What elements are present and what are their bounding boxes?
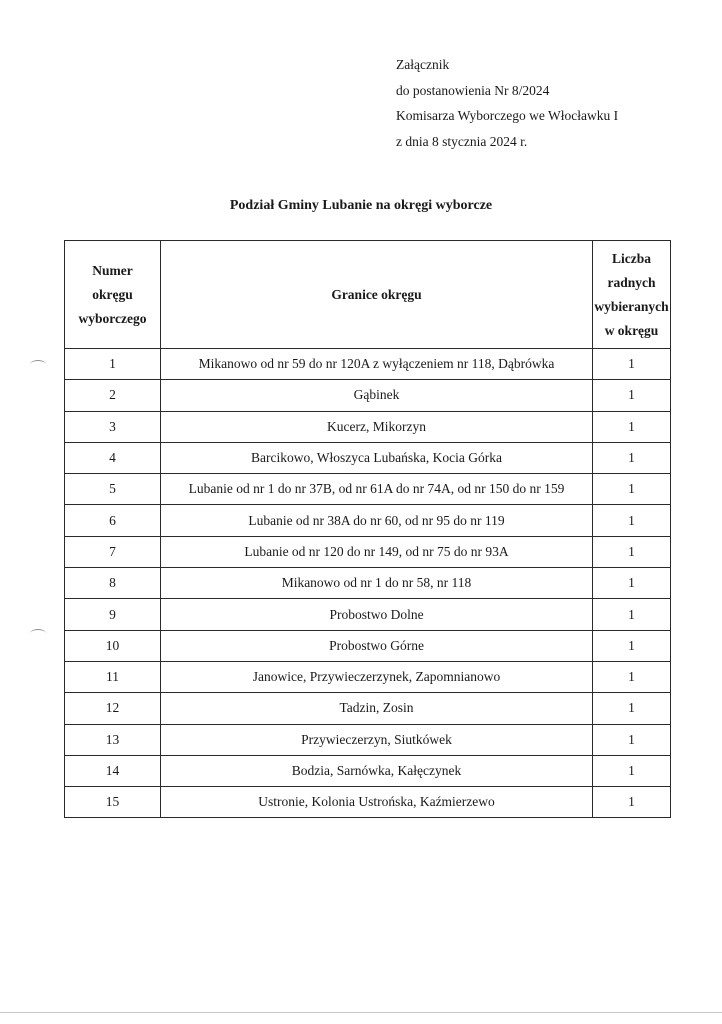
- district-boundaries: Lubanie od nr 120 do nr 149, od nr 75 do nr 93A: [161, 536, 593, 567]
- annex-line: do postanowienia Nr 8/2024: [396, 82, 550, 98]
- table-row: [65, 536, 671, 567]
- table-row: [65, 568, 671, 599]
- district-number: 1: [65, 349, 161, 380]
- district-number: 9: [65, 599, 161, 630]
- district-boundaries: Lubanie od nr 1 do nr 37B, od nr 61A do nr 74A, od nr 150 do nr 159: [161, 474, 593, 505]
- table-row: [65, 724, 671, 755]
- councillors-count: 1: [593, 568, 671, 599]
- councillors-count: 1: [593, 661, 671, 692]
- scan-edge-line: [0, 1012, 722, 1013]
- district-number: 2: [65, 380, 161, 411]
- councillors-count: 1: [593, 505, 671, 536]
- table-header-row: [65, 241, 671, 349]
- table-row: [65, 599, 671, 630]
- annex-header: [396, 52, 618, 154]
- district-number: 7: [65, 536, 161, 567]
- councillors-count: 1: [593, 411, 671, 442]
- district-boundaries: Bodzia, Sarnówka, Kałęczynek: [161, 755, 593, 786]
- district-boundaries: Janowice, Przywieczerzynek, Zapomnianowo: [161, 661, 593, 692]
- scan-hole-mark: [30, 360, 46, 369]
- header-councillors-count: Liczba radnych wybieranych w okręgu: [593, 241, 671, 349]
- table-row: [65, 630, 671, 661]
- table-row: [65, 474, 671, 505]
- district-number: 5: [65, 474, 161, 505]
- table-row: [65, 349, 671, 380]
- district-number: 8: [65, 568, 161, 599]
- district-number: 14: [65, 755, 161, 786]
- document-title: Podział Gminy Lubanie na okręgi wyborcze: [229, 198, 493, 213]
- councillors-count: 1: [593, 787, 671, 818]
- district-number: 10: [65, 630, 161, 661]
- district-boundaries: Przywieczerzyn, Siutkówek: [161, 724, 593, 755]
- districts-table: [64, 240, 671, 818]
- annex-line: z dnia 8 stycznia 2024 r.: [396, 133, 528, 149]
- table-row: [65, 442, 671, 473]
- district-boundaries: Gąbinek: [161, 380, 593, 411]
- table-row: [65, 787, 671, 818]
- district-boundaries: Kucerz, Mikorzyn: [161, 411, 593, 442]
- councillors-count: 1: [593, 599, 671, 630]
- district-number: 11: [65, 661, 161, 692]
- councillors-count: 1: [593, 724, 671, 755]
- councillors-count: 1: [593, 349, 671, 380]
- header-district-number: Numer okręgu wyborczego: [65, 241, 161, 349]
- district-boundaries: Probostwo Górne: [161, 630, 593, 661]
- annex-line: Załącznik: [396, 57, 450, 72]
- district-number: 12: [65, 693, 161, 724]
- district-number: 13: [65, 724, 161, 755]
- table-row: [65, 755, 671, 786]
- councillors-count: 1: [593, 380, 671, 411]
- district-number: 6: [65, 505, 161, 536]
- header-district-boundaries: Granice okręgu: [161, 241, 593, 349]
- councillors-count: 1: [593, 536, 671, 567]
- district-boundaries: Ustronie, Kolonia Ustrońska, Kaźmierzewo: [161, 787, 593, 818]
- table-row: [65, 693, 671, 724]
- councillors-count: 1: [593, 630, 671, 661]
- table-row: [65, 661, 671, 692]
- scan-hole-mark: [30, 629, 46, 638]
- district-boundaries: Mikanowo od nr 59 do nr 120A z wyłączeniem nr 118, Dąbrówka: [161, 349, 593, 380]
- district-number: 4: [65, 442, 161, 473]
- district-boundaries: Lubanie od nr 38A do nr 60, od nr 95 do nr 119: [161, 505, 593, 536]
- councillors-count: 1: [593, 755, 671, 786]
- councillors-count: 1: [593, 442, 671, 473]
- table-row: [65, 380, 671, 411]
- councillors-count: 1: [593, 693, 671, 724]
- annex-line: Komisarza Wyborczego we Włocławku I: [396, 108, 619, 123]
- table-row: [65, 505, 671, 536]
- district-boundaries: Probostwo Dolne: [161, 599, 593, 630]
- district-number: 3: [65, 411, 161, 442]
- councillors-count: 1: [593, 474, 671, 505]
- district-boundaries: Barcikowo, Włoszyca Lubańska, Kocia Górka: [161, 442, 593, 473]
- district-number: 15: [65, 787, 161, 818]
- district-boundaries: Mikanowo od nr 1 do nr 58, nr 118: [161, 568, 593, 599]
- table-row: [65, 411, 671, 442]
- district-boundaries: Tadzin, Zosin: [161, 693, 593, 724]
